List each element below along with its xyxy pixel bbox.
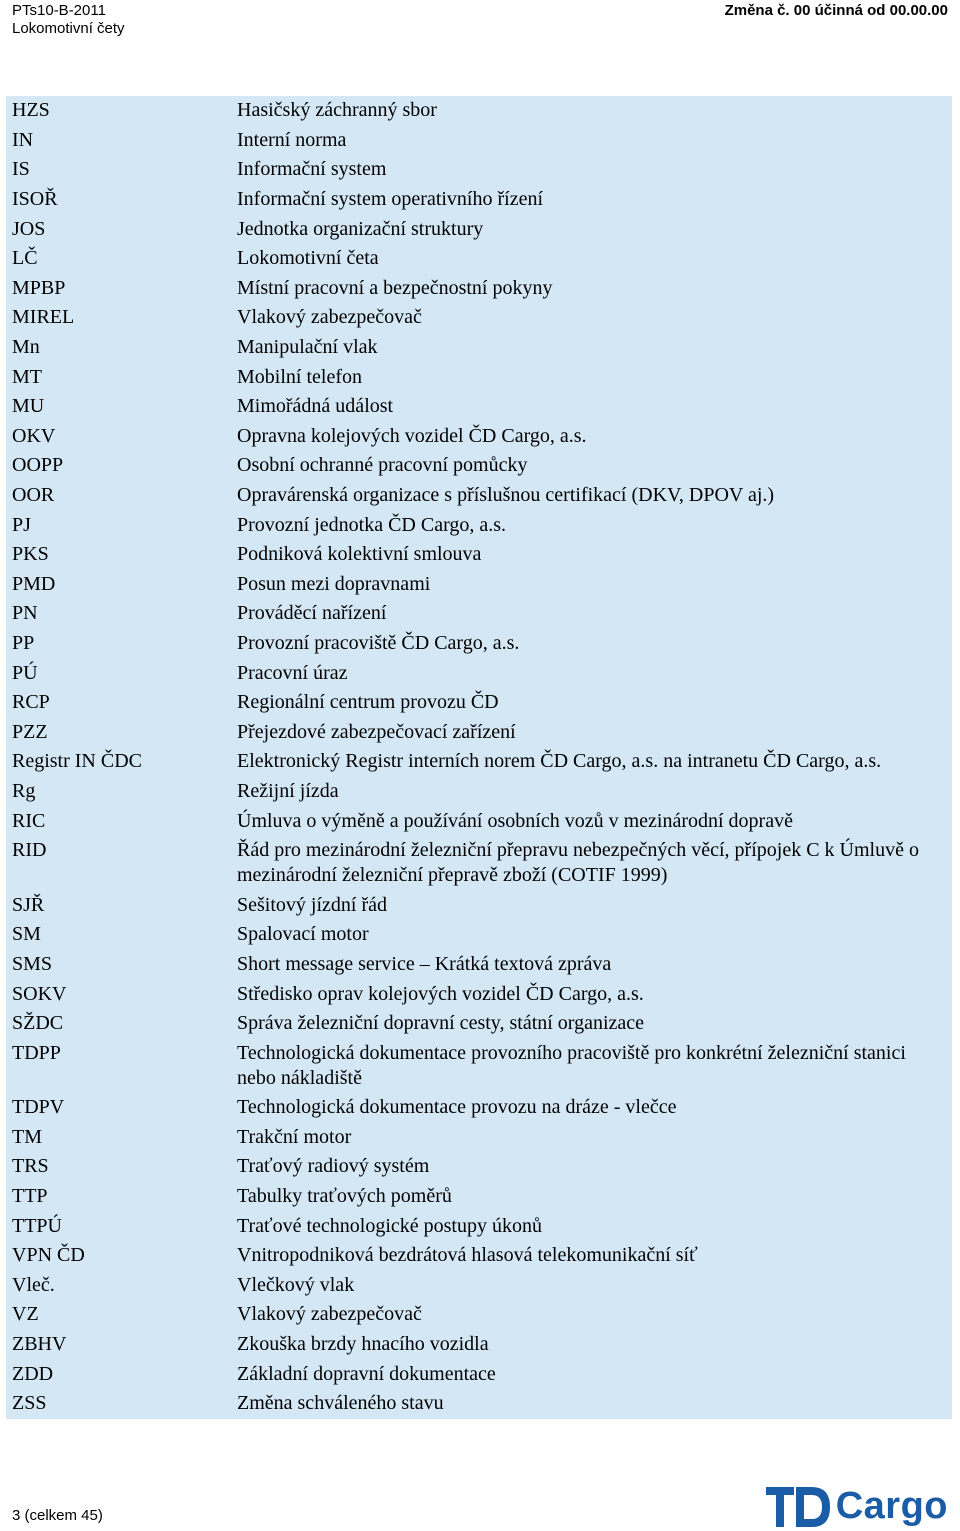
- abbreviation-cell: VZ: [12, 1303, 39, 1326]
- abbreviation-cell: MIREL: [12, 306, 75, 329]
- meaning-cell: Provozní pracoviště ČD Cargo, a.s.: [237, 631, 520, 654]
- table-row: [6, 244, 952, 274]
- meaning-cell: Pracovní úraz: [237, 661, 348, 684]
- table-row: [6, 1300, 952, 1330]
- table-row: [6, 688, 952, 718]
- cd-logo-icon: [766, 1487, 830, 1527]
- meaning-cell: Místní pracovní a bezpečnostní pokyny: [237, 276, 553, 299]
- table-row: [6, 155, 952, 185]
- table-row: [6, 392, 952, 422]
- meaning-cell: Vnitropodniková bezdrátová hlasová telekomunikační síť: [237, 1244, 698, 1267]
- meaning-cell: Jednotka organizační struktury: [237, 217, 484, 240]
- meaning-cell: Spalovací motor: [237, 923, 369, 946]
- table-row: [6, 1330, 952, 1360]
- abbreviation-cell: Vleč.: [12, 1273, 55, 1296]
- table-row: [6, 510, 952, 540]
- meaning-cell: Přejezdové zabezpečovací zařízení: [237, 720, 516, 743]
- abbreviation-cell: TDPV: [12, 1096, 65, 1119]
- table-row: [6, 1152, 952, 1182]
- abbreviation-cell: Mn: [12, 336, 40, 359]
- meaning-cell: Prováděcí nařízení: [237, 602, 387, 625]
- meaning-cell: Mimořádná událost: [237, 395, 394, 418]
- table-row: [6, 1182, 952, 1212]
- table-row: [6, 599, 952, 629]
- meaning-cell: Hasičský záchranný sbor: [237, 99, 437, 122]
- abbreviation-cell: TM: [12, 1125, 42, 1148]
- logo-text: Cargo: [835, 1485, 948, 1527]
- table-row: [6, 1241, 952, 1271]
- meaning-cell: Interní norma: [237, 128, 347, 151]
- abbreviation-cell: HZS: [12, 99, 50, 122]
- table-row: [6, 920, 952, 950]
- abbreviation-cell: RID: [12, 839, 47, 862]
- abbreviation-cell: TDPP: [12, 1041, 61, 1064]
- meaning-cell: Úmluva o výměně a používání osobních vozů v mezinárodní dopravě: [237, 809, 793, 832]
- abbreviation-cell: OOR: [12, 484, 55, 507]
- abbreviation-cell: SJŘ: [12, 893, 45, 916]
- abbreviation-cell: Registr IN ČDC: [12, 750, 142, 773]
- meaning-cell: Lokomotivní četa: [237, 247, 379, 270]
- abbreviation-cell: PKS: [12, 543, 49, 566]
- meaning-cell: Provozní jednotka ČD Cargo, a.s.: [237, 513, 507, 536]
- meaning-cell: Informační system: [237, 158, 387, 181]
- table-row: [6, 1359, 952, 1389]
- meaning-cell: Základní dopravní dokumentace: [237, 1362, 496, 1385]
- abbreviation-cell: PN: [12, 602, 38, 625]
- page-number: 3 (celkem 45): [12, 1507, 103, 1524]
- meaning-cell: Mobilní telefon: [237, 365, 362, 388]
- abbreviation-cell: ZBHV: [12, 1333, 67, 1356]
- abbreviation-cell: TTPÚ: [12, 1214, 62, 1237]
- meaning-cell: Vlečkový vlak: [237, 1273, 355, 1296]
- table-row: [6, 777, 952, 807]
- meaning-cell: Opravárenská organizace s příslušnou certifikací (DKV, DPOV aj.): [237, 484, 775, 507]
- meaning-cell: Správa železniční dopravní cesty, státní organizace: [237, 1012, 645, 1035]
- meaning-cell: Podniková kolektivní smlouva: [237, 543, 482, 566]
- table-row: [6, 1093, 952, 1123]
- meaning-cell: Short message service – Krátká textová zpráva: [237, 952, 612, 975]
- meaning-cell: Tabulky traťových poměrů: [237, 1185, 452, 1208]
- meaning-cell: Posun mezi dopravnami: [237, 572, 431, 595]
- meaning-cell: Režijní jízda: [237, 779, 339, 802]
- table-row: [6, 422, 952, 452]
- cd-cargo-logo: [766, 1485, 948, 1528]
- abbreviation-cell: SM: [12, 923, 41, 946]
- change-notice: Změna č. 00 účinná od 00.00.00: [724, 2, 948, 19]
- abbreviation-cell: Rg: [12, 779, 36, 802]
- abbreviation-cell: OOPP: [12, 454, 64, 477]
- table-row: [6, 658, 952, 688]
- table-row: [6, 1389, 952, 1419]
- abbreviation-cell: TRS: [12, 1155, 49, 1178]
- abbreviation-cell: PP: [12, 631, 35, 654]
- table-row: [6, 274, 952, 304]
- abbreviation-cell: TTP: [12, 1185, 48, 1208]
- table-row: [6, 1211, 952, 1241]
- abbreviation-cell: ISOŘ: [12, 188, 58, 211]
- meaning-cell: Vlakový zabezpečovač: [237, 306, 422, 329]
- table-row: [6, 540, 952, 570]
- table-row: [6, 890, 952, 920]
- meaning-cell: Informační system operativního řízení: [237, 188, 544, 211]
- meaning-cell: Regionální centrum provozu ČD: [237, 691, 499, 714]
- meaning-cell: Středisko oprav kolejových vozidel ČD Cargo, a.s.: [237, 982, 644, 1005]
- meaning-cell: Vlakový zabezpečovač: [237, 1303, 422, 1326]
- meaning-cell: Trakční motor: [237, 1125, 352, 1148]
- meaning-cell: Řád pro mezinárodní železniční přepravu nebezpečných věcí, přípojek C k Úmluvě o mezinárodní železniční přepravě zboží (COTIF 1999): [237, 839, 919, 887]
- abbreviation-cell: ZDD: [12, 1362, 54, 1385]
- abbreviation-cell: IN: [12, 128, 34, 151]
- table-row: [6, 1038, 952, 1093]
- abbreviation-cell: SMS: [12, 952, 53, 975]
- abbreviation-cell: VPN ČD: [12, 1244, 85, 1267]
- table-row: [6, 806, 952, 836]
- table-row: [6, 836, 952, 891]
- table-row: [6, 570, 952, 600]
- table-row: [6, 1271, 952, 1301]
- abbreviation-cell: MU: [12, 395, 45, 418]
- document-code: PTs10-B-2011: [12, 2, 106, 19]
- table-row: [6, 185, 952, 215]
- meaning-cell: Elektronický Registr interních norem ČD Cargo, a.s. na intranetu ČD Cargo, a.s.: [237, 750, 882, 773]
- abbreviation-cell: IS: [12, 158, 30, 181]
- abbreviation-cell: RCP: [12, 691, 50, 714]
- table-row: [6, 451, 952, 481]
- abbreviation-cell: SŽDC: [12, 1012, 64, 1035]
- meaning-cell: Osobní ochranné pracovní pomůcky: [237, 454, 528, 477]
- abbreviation-cell: RIC: [12, 809, 46, 832]
- meaning-cell: Manipulační vlak: [237, 336, 378, 359]
- table-row: [6, 950, 952, 980]
- abbreviation-cell: ZSS: [12, 1392, 47, 1415]
- table-row: [6, 214, 952, 244]
- meaning-cell: Změna schváleného stavu: [237, 1392, 444, 1415]
- meaning-cell: Zkouška brzdy hnacího vozidla: [237, 1333, 489, 1356]
- abbreviation-cell: PJ: [12, 513, 31, 536]
- meaning-cell: Sešitový jízdní řád: [237, 893, 387, 916]
- table-row: [6, 979, 952, 1009]
- meaning-cell: Opravna kolejových vozidel ČD Cargo, a.s.: [237, 424, 587, 447]
- table-row: [6, 362, 952, 392]
- abbreviation-cell: LČ: [12, 247, 38, 270]
- abbreviation-cell: MT: [12, 365, 42, 388]
- table-row: [6, 96, 952, 126]
- meaning-cell: Traťové technologické postupy úkonů: [237, 1214, 542, 1237]
- table-row: [6, 1123, 952, 1153]
- document-title: Lokomotivní čety: [12, 20, 125, 37]
- abbreviation-cell: PMD: [12, 572, 56, 595]
- abbreviation-cell: MPBP: [12, 276, 66, 299]
- abbreviation-cell: JOS: [12, 217, 46, 240]
- meaning-cell: Traťový radiový systém: [237, 1155, 430, 1178]
- table-row: [6, 481, 952, 511]
- abbreviations-table: [6, 96, 952, 1419]
- table-row: [6, 126, 952, 156]
- page-header: [12, 2, 948, 38]
- table-row: [6, 1009, 952, 1039]
- abbreviation-cell: OKV: [12, 424, 56, 447]
- table-row: [6, 303, 952, 333]
- abbreviation-cell: SOKV: [12, 982, 67, 1005]
- table-row: [6, 747, 952, 777]
- table-row: [6, 333, 952, 363]
- meaning-cell: Technologická dokumentace provozního pracoviště pro konkrétní železniční stanici nebo nákladiště: [237, 1041, 906, 1089]
- abbreviation-cell: PZZ: [12, 720, 48, 743]
- abbreviation-cell: PÚ: [12, 661, 38, 684]
- table-row: [6, 717, 952, 747]
- meaning-cell: Technologická dokumentace provozu na dráze - vlečce: [237, 1096, 677, 1119]
- table-row: [6, 629, 952, 659]
